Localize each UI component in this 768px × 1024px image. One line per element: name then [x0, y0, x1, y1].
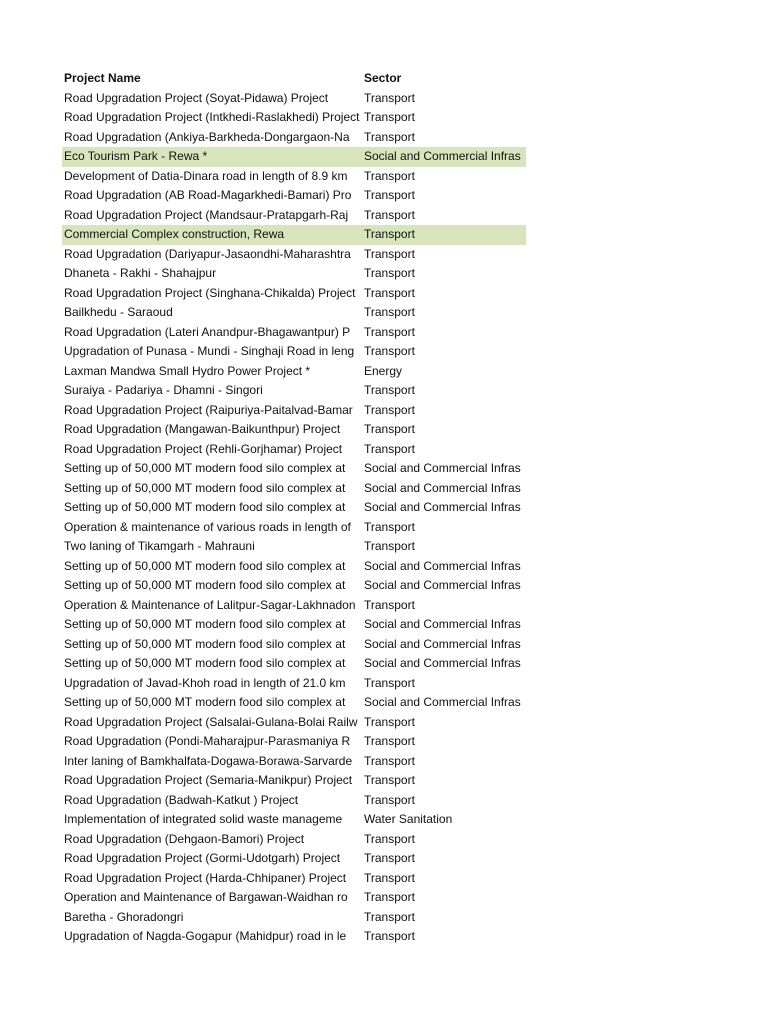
- project-name-cell[interactable]: Road Upgradation Project (Semaria-Manikpur) Project: [64, 773, 353, 787]
- project-name-cell[interactable]: Road Upgradation (Ankiya-Barkheda-Dongargaon-Na: [64, 129, 350, 144]
- sector-cell[interactable]: Social and Commercial Infras: [364, 480, 521, 495]
- project-name-cell[interactable]: Setting up of 50,000 MT modern food silo complex at: [64, 578, 346, 592]
- table-row: [62, 830, 526, 850]
- project-name-cell[interactable]: Setting up of 50,000 MT modern food silo complex at: [64, 500, 346, 514]
- project-name-cell[interactable]: Setting up of 50,000 MT modern food silo complex at: [64, 617, 346, 631]
- sector-cell[interactable]: Transport: [364, 851, 415, 865]
- project-name-cell[interactable]: Setting up of 50,000 MT modern food silo complex at: [64, 558, 346, 573]
- project-name-cell[interactable]: Inter laning of Bamkhalfata-Dogawa-Borawa-Sarvarde: [64, 753, 353, 768]
- sector-cell[interactable]: Transport: [364, 285, 415, 300]
- project-name-cell[interactable]: Road Upgradation Project (Rehli-Gorjhamar) Project: [64, 441, 343, 456]
- table-row: [62, 479, 526, 499]
- table-row: [62, 810, 526, 830]
- sector-cell[interactable]: Social and Commercial Infras: [364, 695, 521, 709]
- header-row: [62, 69, 526, 89]
- sector-cell[interactable]: Transport: [364, 168, 415, 183]
- sector-cell[interactable]: Transport: [364, 324, 415, 339]
- table-row: [62, 420, 526, 440]
- project-name-cell[interactable]: Road Upgradation Project (Soyat-Pidawa) Project: [64, 90, 329, 105]
- sector-cell[interactable]: Transport: [364, 714, 415, 729]
- sector-cell[interactable]: Social and Commercial Infras: [364, 656, 521, 670]
- table-row: [62, 908, 526, 928]
- table-row: [62, 245, 526, 265]
- project-name-cell[interactable]: Road Upgradation Project (Intkhedi-Raslakhedi) Project: [64, 110, 360, 124]
- table-row: [62, 869, 526, 889]
- project-name-cell[interactable]: Road Upgradation Project (Singhana-Chikalda) Project: [64, 285, 356, 300]
- table-row: [62, 108, 526, 128]
- sector-cell[interactable]: Transport: [364, 305, 415, 319]
- sector-cell[interactable]: Transport: [364, 890, 415, 904]
- table-row: [62, 342, 526, 362]
- project-name-cell[interactable]: Upgradation of Punasa - Mundi - Singhaji Road in leng: [64, 344, 355, 358]
- table-row: [62, 791, 526, 811]
- project-name-cell[interactable]: Upgradation of Javad-Khoh road in length of 21.0 km: [64, 675, 346, 690]
- table-row: [62, 888, 526, 908]
- sector-cell[interactable]: Transport: [364, 734, 415, 748]
- table-row: [62, 654, 526, 674]
- table-row: [62, 89, 526, 109]
- sector-cell[interactable]: Transport: [364, 383, 415, 397]
- sector-cell[interactable]: Transport: [364, 929, 415, 943]
- project-name-cell[interactable]: Road Upgradation (Pondi-Maharajpur-Parasmaniya R: [64, 734, 351, 748]
- table-row: [62, 362, 526, 382]
- sector-cell[interactable]: Transport: [364, 344, 415, 358]
- table-row: [62, 518, 526, 538]
- table-row: [62, 459, 526, 479]
- table-row: [62, 440, 526, 460]
- project-name-cell[interactable]: Commercial Complex construction, Rewa: [64, 227, 285, 241]
- project-name-cell[interactable]: Setting up of 50,000 MT modern food silo complex at: [64, 636, 346, 651]
- sector-cell[interactable]: Transport: [364, 90, 415, 105]
- table-row: [62, 147, 526, 167]
- sector-cell[interactable]: Transport: [364, 909, 415, 924]
- column-header-project-name[interactable]: Project Name: [64, 71, 141, 85]
- project-name-cell[interactable]: Bailkhedu - Saraoud: [64, 305, 173, 319]
- project-name-cell[interactable]: Road Upgradation (AB Road-Magarkhedi-Bamari) Pro: [64, 188, 352, 202]
- table-row: [62, 401, 526, 421]
- sector-cell[interactable]: Transport: [364, 227, 415, 241]
- project-name-cell[interactable]: Road Upgradation Project (Harda-Chhipaner) Project: [64, 870, 347, 885]
- project-name-cell[interactable]: Setting up of 50,000 MT modern food silo complex at: [64, 480, 346, 495]
- project-name-cell[interactable]: Road Upgradation Project (Gormi-Udotgarh) Project: [64, 851, 341, 865]
- project-name-cell[interactable]: Road Upgradation Project (Raipuriya-Paitalvad-Bamar: [64, 402, 353, 417]
- project-name-cell[interactable]: Operation & Maintenance of Lalitpur-Sagar-Lakhnadon: [64, 597, 356, 612]
- sector-cell[interactable]: Social and Commercial Infras: [364, 617, 521, 631]
- project-name-cell[interactable]: Development of Datia-Dinara road in length of 8.9 km: [64, 168, 348, 183]
- sector-cell[interactable]: Transport: [364, 519, 415, 534]
- project-name-cell[interactable]: Setting up of 50,000 MT modern food silo complex at: [64, 461, 346, 475]
- table-row: [62, 167, 526, 187]
- table-row: [62, 849, 526, 869]
- sector-cell[interactable]: Social and Commercial Infras: [364, 578, 521, 592]
- table-row: [62, 557, 526, 577]
- table-row: [62, 225, 526, 245]
- sector-cell[interactable]: Transport: [364, 597, 415, 612]
- project-name-cell[interactable]: Road Upgradation (Badwah-Katkut ) Project: [64, 792, 299, 807]
- project-name-cell[interactable]: Dhaneta - Rakhi - Shahajpur: [64, 266, 217, 280]
- sector-cell[interactable]: Transport: [364, 753, 415, 768]
- project-name-cell[interactable]: Road Upgradation (Dehgaon-Bamori) Project: [64, 831, 305, 846]
- sector-cell[interactable]: Transport: [364, 422, 415, 436]
- table-row: [62, 128, 526, 148]
- sector-cell[interactable]: Transport: [364, 402, 415, 417]
- project-name-cell[interactable]: Setting up of 50,000 MT modern food silo complex at: [64, 656, 346, 670]
- table-row: [62, 381, 526, 401]
- sector-cell[interactable]: Transport: [364, 266, 415, 280]
- project-name-cell[interactable]: Baretha - Ghoradongri: [64, 909, 184, 924]
- table-row: [62, 264, 526, 284]
- project-name-cell[interactable]: Laxman Mandwa Small Hydro Power Project *: [64, 363, 311, 378]
- table-row: [62, 498, 526, 518]
- sector-cell[interactable]: Transport: [364, 870, 415, 885]
- sector-cell[interactable]: Transport: [364, 792, 415, 807]
- project-name-cell[interactable]: Operation & maintenance of various roads in length of: [64, 519, 351, 534]
- spreadsheet: [62, 69, 526, 947]
- table-row: [62, 752, 526, 772]
- table-row: [62, 693, 526, 713]
- sector-cell[interactable]: Social and Commercial Infras: [364, 500, 521, 514]
- table-body: [62, 89, 526, 947]
- project-name-cell[interactable]: Suraiya - Padariya - Dhamni - Singori: [64, 383, 263, 397]
- sector-cell[interactable]: Water Sanitation: [364, 812, 453, 826]
- table-row: [62, 323, 526, 343]
- project-name-cell[interactable]: Two laning of Tikamgarh - Mahrauni: [64, 539, 255, 553]
- table-row: [62, 635, 526, 655]
- project-name-cell[interactable]: Operation and Maintenance of Bargawan-Waidhan ro: [64, 890, 348, 904]
- project-name-cell[interactable]: Setting up of 50,000 MT modern food silo complex at: [64, 695, 346, 709]
- sector-cell[interactable]: Transport: [364, 441, 415, 456]
- sector-cell[interactable]: Transport: [364, 675, 415, 690]
- table-row: [62, 284, 526, 304]
- sector-cell[interactable]: Energy: [364, 363, 403, 378]
- project-name-cell[interactable]: Road Upgradation Project (Mandsaur-Pratapgarh-Raj: [64, 207, 349, 222]
- project-name-cell[interactable]: Road Upgradation (Dariyapur-Jasaondhi-Maharashtra: [64, 246, 351, 261]
- table-row: [62, 303, 526, 323]
- sector-cell[interactable]: Transport: [364, 246, 415, 261]
- column-header-sector[interactable]: Sector: [364, 71, 402, 85]
- sector-cell[interactable]: Transport: [364, 110, 415, 124]
- project-name-cell[interactable]: Implementation of integrated solid waste manageme: [64, 812, 343, 826]
- sector-cell[interactable]: Transport: [364, 188, 415, 202]
- table-row: [62, 186, 526, 206]
- sector-cell[interactable]: Transport: [364, 773, 415, 787]
- sector-cell[interactable]: Social and Commercial Infras: [364, 558, 521, 573]
- project-name-cell[interactable]: Road Upgradation (Lateri Anandpur-Bhagawantpur) P: [64, 324, 351, 339]
- project-name-cell[interactable]: Upgradation of Nagda-Gogapur (Mahidpur) road in le: [64, 929, 347, 943]
- project-name-cell[interactable]: Eco Tourism Park - Rewa *: [64, 149, 208, 163]
- table-row: [62, 206, 526, 226]
- table-row: [62, 576, 526, 596]
- table-row: [62, 674, 526, 694]
- sector-cell[interactable]: Transport: [364, 539, 415, 553]
- project-name-cell[interactable]: Road Upgradation (Mangawan-Baikunthpur) Project: [64, 422, 341, 436]
- table-row: [62, 927, 526, 947]
- sector-cell[interactable]: Transport: [364, 129, 415, 144]
- table-row: [62, 713, 526, 733]
- table-row: [62, 537, 526, 557]
- project-name-cell[interactable]: Road Upgradation Project (Salsalai-Gulana-Bolai Railw: [64, 714, 358, 729]
- table-row: [62, 732, 526, 752]
- table-row: [62, 615, 526, 635]
- sector-cell[interactable]: Social and Commercial Infras: [364, 636, 521, 651]
- table-row: [62, 596, 526, 616]
- sector-cell[interactable]: Transport: [364, 831, 415, 846]
- table-row: [62, 771, 526, 791]
- sector-cell[interactable]: Transport: [364, 207, 415, 222]
- sector-cell[interactable]: Social and Commercial Infras: [364, 149, 521, 163]
- sector-cell[interactable]: Social and Commercial Infras: [364, 461, 521, 475]
